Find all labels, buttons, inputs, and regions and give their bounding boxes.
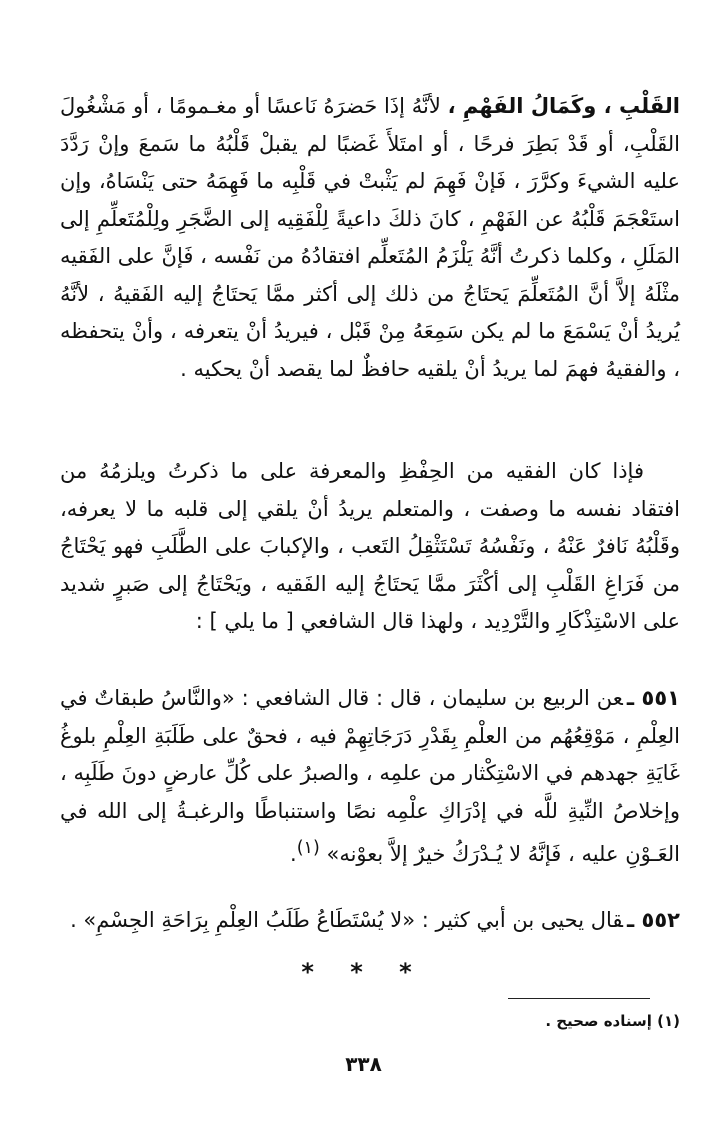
paragraph-551: ٥٥١ ـعن الربيع بن سليمان ، قال : قال الشافعي : «والنَّاسُ طبقاتٌ في العِلْمِ ، مَوْقِعُهُم من العلْمِ بِقَدْرِ دَرَجَاتِهِمْ فيه ، فحقٌ على طَلَبَةِ العِلْمِ بلوغُ غَايَةِ جهدهم في الاسْتِكْثار من علمِه ، والصبرُ على كُلِّ عارضٍ دونَ طَلَبِه ، وإخلاصُ النِّيةِ للَّه في إدْرَاكِ علْمِه نصًا واستنباطًا والرغبـةُ إلى الله في العَـوْنِ عليه ، فَإنَّهُ لا يُـدْرَكُ خيرٌ إلاَّ بعوْنه» $^{(١)}$. xyxy=(60,686,680,866)
item-number-551: ٥٥١ ـ xyxy=(626,686,680,710)
item-number-552: ٥٥٢ ـ xyxy=(627,908,680,932)
paragraph-2 xyxy=(60,453,680,641)
paragraph-1-lead: القَلْبِ ، وكَمَالُ الفَهْمِ ، xyxy=(447,94,680,118)
footnote: (١) إسناده صحيح . xyxy=(545,1012,680,1030)
paragraph-1-text: لأنَّهُ إذَا حَضرَهُ نَاعسًا أو مغـمومًا ، أو مَشْغُولَ القَلْبِ، أو قَدْ بَطِرَ فرحًا ، أو امتَلأَ غَضبًا لم يقبلْ قَلْبُهُ ما سَمعَ وإنْ رَدَّدَ عليه الشيءَ وكرَّرَ ، فَإنْ فَهِمَ لم يَثْبتْ في قَلْبِه ما فَهِمَهُ حتى يَنْسَاهُ، وإن استَعْجَمَ قَلْبُهُ عن الفَهْمِ ، كانَ ذلكَ داعيةً لِلْفَقِيه إلى الضَّجَرِ ولِلْمُتَعلِّمِ إلى المَلَلِ ، وكلما ذكرتُ أنَّهُ يَلْزَمُ المُتَعلِّم افتقادُهُ من نَفْسه ، فَإنَّ على الفَقيه مثْلَهُ إلاَّ أنَّ المُتَعلِّمَ يَحتَاجُ من ذلك إلى أكثر ممَّا يَحتَاجُ إليه الفَقيهُ ، لأنَّهُ يُريدُ أنْ يَسْمَعَ ما لم يكن سَمِعَهُ مِنْ قَبْل ، فيريدُ أنْ يتعرفه ، وأنْ يتحفظه ، والفقيهُ فهمَ لما يريدُ أنْ يلقيه حافظٌ لما يقصد أنْ يحكيه . xyxy=(60,94,680,381)
page-number: ٣٣٨ xyxy=(345,1052,382,1076)
paragraph-552 xyxy=(60,902,680,940)
footnote-reference: (١) xyxy=(296,838,320,858)
section-separator: * * * xyxy=(301,958,426,986)
paragraph-2-text: ما وصفت ، والمتعلم يريدُ أنْ يلقي إلى قلبه ما لا يعرفه، وقَلْبُهُ نَافرٌ عَنْهُ ، ونَفْسُهُ تَسْتَثْقِلُ التَعب ، والإكبابَ على الطَّلَبِ فهو يَحْتَاجُ من فَرَاغِ القَلْبِ إلى أكْثَرَ ممَّا يَحتَاجُ إليه الفَقيه ، ويَحْتَاجُ إلى صَبرٍ شديد على الاسْتِذْكَارِ والتَّرْدِيد ، ولهذا قال الشافعي [ ما يلي ] : xyxy=(60,496,680,633)
paragraph-552-text: قال يحيى بن أبي كثير : «لا يُسْتَطَاعُ طَلَبُ العِلْمِ بِرَاحَةِ الجِسْمِ» . xyxy=(70,908,624,932)
paragraph-2-first-line: فإذا كان الفقيه من الحِفْظِ والمعرفة على ما ذكرتُ ويلزمُهُ من افتقاد نفسه xyxy=(60,459,680,521)
paragraph-1 xyxy=(60,88,680,388)
footnote-divider xyxy=(508,998,650,999)
paragraph-551-text: عن الربيع بن سليمان ، قال : قال الشافعي : «والنَّاسُ طبقاتٌ في العِلْمِ ، مَوْقِعُهُم من العلْمِ بِقَدْرِ دَرَجَاتِهِمْ فيه ، فحقٌ على طَلَبَةِ العِلْمِ بلوغُ غَايَةِ جهدهم في الاسْتِكْثار من علمِه ، والصبرُ على كُلِّ عارضٍ دونَ طَلَبِه ، وإخلاصُ النِّيةِ للَّه في إدْرَاكِ علْمِه نصًا واستنباطًا والرغبـةُ إلى الله في العَـوْنِ عليه ، فَإنَّهُ لا يُـدْرَكُ خيرٌ إلاَّ بعوْنه» xyxy=(60,686,680,866)
